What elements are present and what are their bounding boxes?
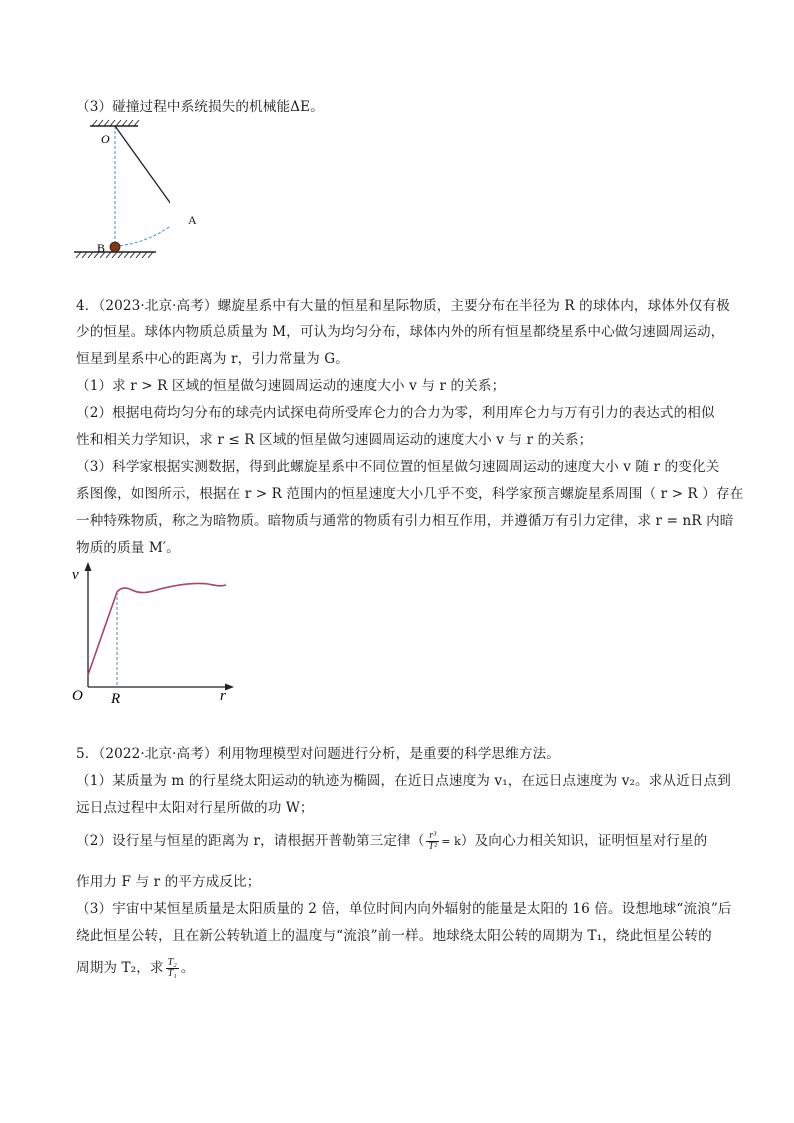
label-A: A <box>188 213 197 227</box>
q5-part2-a-post: ）及向心力相关知识，证明恒星对行星的 <box>460 833 708 849</box>
axis-r-label: r <box>220 688 226 704</box>
q5-part3-c <box>76 956 195 979</box>
q3-text: （3）碰撞过程中系统损失的机械能ΔE。 <box>76 99 324 115</box>
q5-part1-a: （1）某质量为 m 的行星绕太阳运动的轨迹为椭圆，在近日点速度为 v₁，在远日点速度为 v₂。求从近日点到 <box>76 773 731 789</box>
period-ratio-fraction: $\frac{\text{T₂}}{\text{T₁}}$ <box>167 957 177 979</box>
q4-part3-d: 物质的质量 M′。 <box>76 540 180 556</box>
q5-part3-c-post: 。 <box>180 960 195 976</box>
q5-part2-a-pre: （2）设行星与恒星的距离为 r，请根据开普勒第三定律（ <box>76 833 425 849</box>
q4-part2-b: 性和相关力学知识，求 r ≤ R 区域的恒星做匀速圆周运动的速度大小 v 与 r 的关系； <box>76 432 593 448</box>
axis-v-label: v <box>72 567 79 583</box>
q5-part3-a: （3）宇宙中某恒星质量是太阳质量的 2 倍，单位时间内向外辐射的能量是太阳的 16 倍。设想地球“流浪”后 <box>76 901 732 917</box>
q5-part1-b: 远日点过程中太阳对行星所做的功 W； <box>76 800 314 816</box>
q4-line3: 恒星到星系中心的距离为 r，引力常量为 G。 <box>76 351 349 367</box>
q4-header: 4．（2023·北京·高考）螺旋星系中有大量的恒星和星际物质，主要分布在半径为 R 的球体内，球体外仅有极 <box>76 298 730 314</box>
pendulum-figure <box>70 118 170 268</box>
axis-R-label: R <box>111 691 121 707</box>
q5-part3-b: 绕此恒星公转，且在新公转轨道上的温度与“流浪”前一样。地球绕太阳公转的周期为 T₁，绕此恒星公转的 <box>76 928 712 944</box>
q5-part2-b: 作用力 F 与 r 的平方成反比； <box>76 874 261 890</box>
kepler-fraction: $\frac{\text{r³}}{\text{T²}}$ <box>428 830 438 852</box>
q4-line2: 少的恒星。球体内物质总质量为 M，可认为均匀分布，球体内外的所有恒星都绕星系中心做匀速圆周运动， <box>76 324 725 340</box>
label-B: B <box>97 241 106 255</box>
q4-part3-c: 一种特殊物质，称之为暗物质。暗物质与通常的物质有引力相互作用，并遵循万有引力定律，求 r = nR 内暗 <box>76 513 734 529</box>
kepler-eq: = k <box>441 835 461 848</box>
q5-part2-a <box>76 829 707 852</box>
q4-part2-a: （2）根据电荷均匀分布的球壳内试探电荷所受库仑力的合力为零，利用库仑力与万有引力的表达式的相似 <box>76 405 715 421</box>
axis-origin-label: O <box>72 688 83 704</box>
q5-header: 5．（2022·北京·高考）利用物理模型对问题进行分析，是重要的科学思维方法。 <box>76 746 560 762</box>
q5-part3-c-pre: 周期为 T₂，求 <box>76 960 164 976</box>
label-O: O <box>101 132 110 146</box>
v-r-graph <box>68 560 248 708</box>
q4-part1: （1）求 r > R 区域的恒星做匀速圆周运动的速度大小 v 与 r 的关系； <box>76 378 506 394</box>
q4-part3-b: 系图像，如图所示，根据在 r > R 范围内的恒星速度大小几乎不变，科学家预言螺旋星系周围（ r > R ）存在 <box>76 486 744 502</box>
q4-part3-a: （3）科学家根据实测数据，得到此螺旋星系中不同位置的恒星做匀速圆周运动的速度大小 v 随 r 的变化关 <box>76 459 720 475</box>
